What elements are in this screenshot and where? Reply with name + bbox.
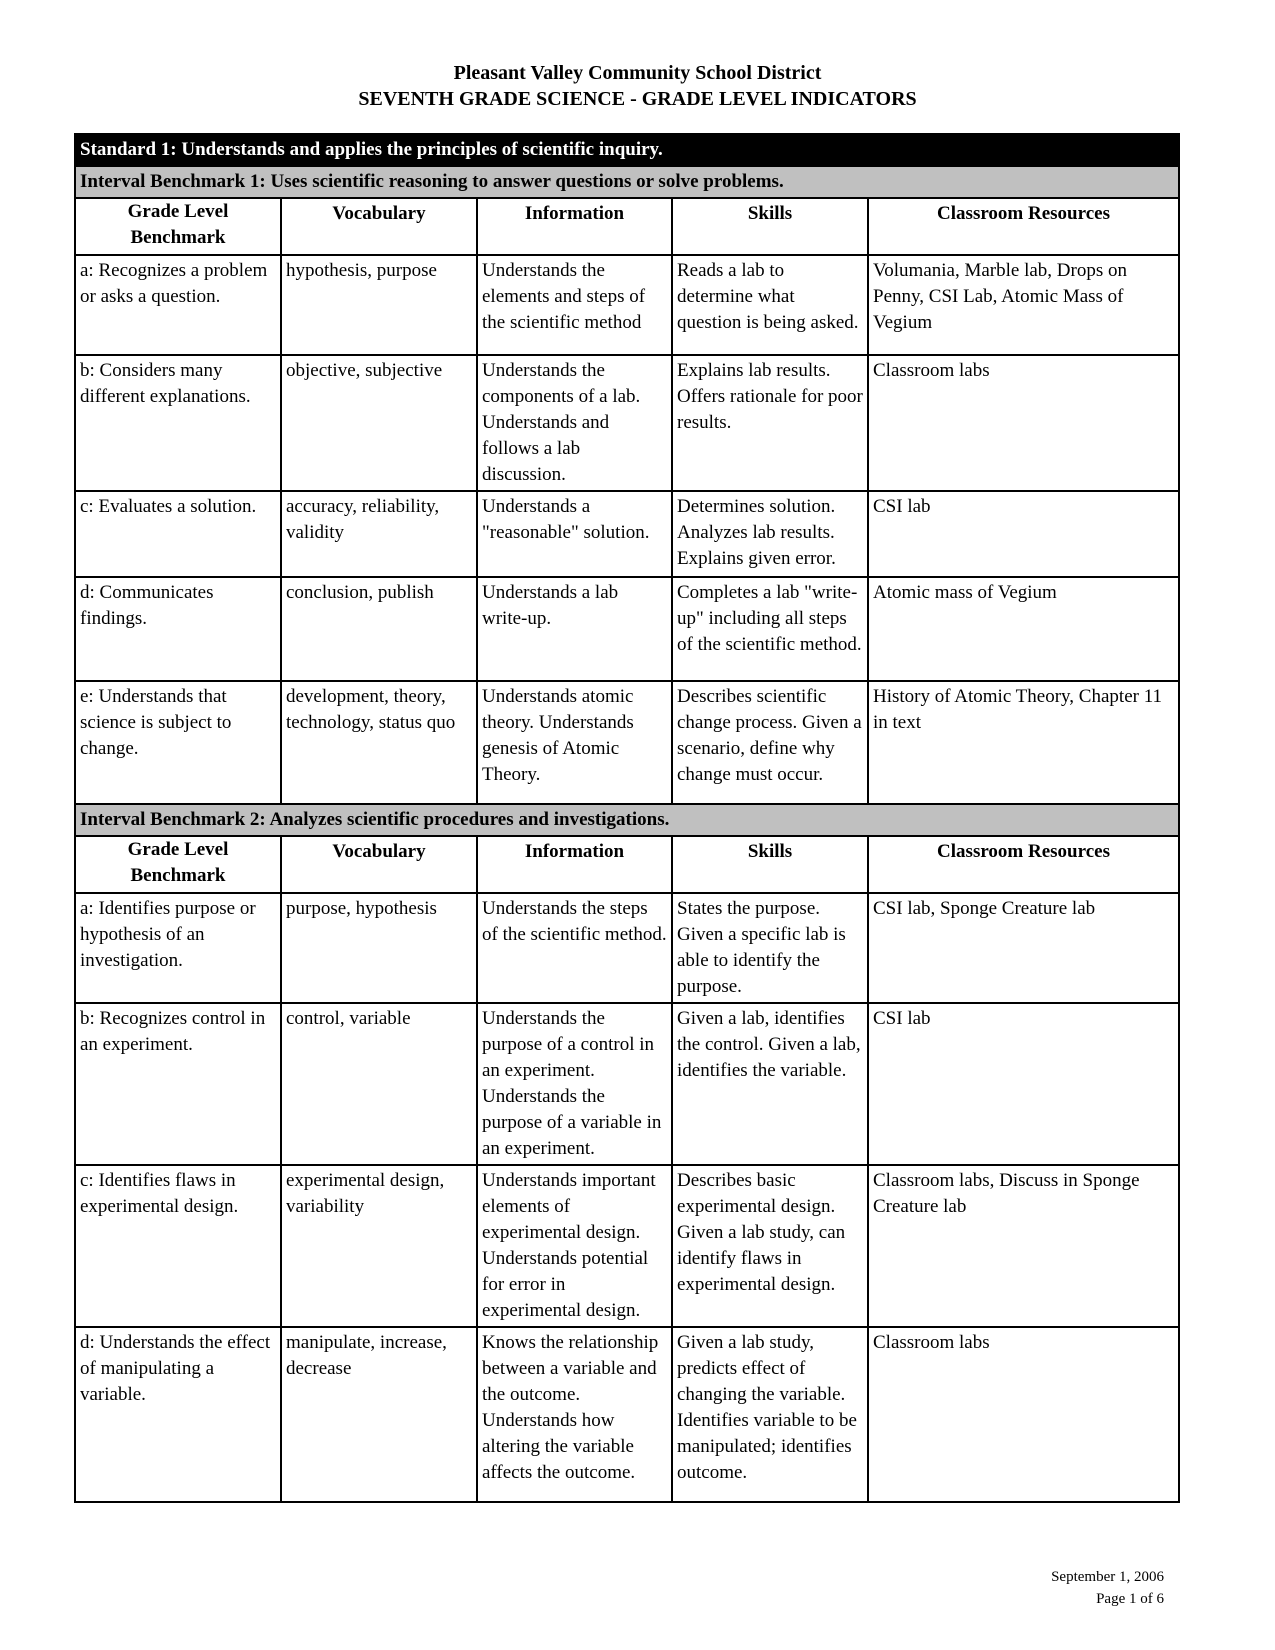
cell-vocabulary: hypothesis, purpose — [281, 255, 477, 355]
cell-information: Understands a "reasonable" solution. — [477, 491, 672, 577]
cell-grade-level-benchmark: b: Considers many different explanations. — [75, 355, 281, 491]
cell-skills: Completes a lab "write-up" including all steps of the scientific method. — [672, 577, 868, 681]
cell-vocabulary: purpose, hypothesis — [281, 893, 477, 1003]
column-header-vocabulary: Vocabulary — [281, 836, 477, 893]
cell-grade-level-benchmark: c: Evaluates a solution. — [75, 491, 281, 577]
cell-information: Knows the relationship between a variable and the outcome. Understands how altering the variable affects the outcome. — [477, 1327, 672, 1502]
cell-information: Understands important elements of experimental design. Understands potential for error in experimental design. — [477, 1165, 672, 1327]
column-header-information: Information — [477, 836, 672, 893]
cell-information: Understands the purpose of a control in an experiment. Understands the purpose of a variable in an experiment. — [477, 1003, 672, 1165]
cell-vocabulary: accuracy, reliability, validity — [281, 491, 477, 577]
cell-vocabulary: conclusion, publish — [281, 577, 477, 681]
cell-classroom-resources: CSI lab, Sponge Creature lab — [868, 893, 1179, 1003]
table-body — [75, 134, 1179, 1502]
standard-heading: Standard 1: Understands and applies the principles of scientific inquiry. — [75, 134, 1179, 166]
column-header-row — [75, 198, 1179, 255]
cell-information: Understands the steps of the scientific method. — [477, 893, 672, 1003]
table-row — [75, 681, 1179, 804]
cell-skills: Reads a lab to determine what question is being asked. — [672, 255, 868, 355]
cell-classroom-resources: Classroom labs — [868, 355, 1179, 491]
cell-classroom-resources: Atomic mass of Vegium — [868, 577, 1179, 681]
cell-skills: States the purpose. Given a specific lab is able to identify the purpose. — [672, 893, 868, 1003]
table-row — [75, 893, 1179, 1003]
cell-vocabulary: control, variable — [281, 1003, 477, 1165]
cell-information: Understands the components of a lab. Understands and follows a lab discussion. — [477, 355, 672, 491]
page-footer — [1051, 1566, 1164, 1610]
column-header-classroom-resources: Classroom Resources — [868, 836, 1179, 893]
cell-information: Understands atomic theory. Understands genesis of Atomic Theory. — [477, 681, 672, 804]
column-header-grade-level-benchmark: Grade Level Benchmark — [75, 198, 281, 255]
cell-grade-level-benchmark: c: Identifies flaws in experimental design. — [75, 1165, 281, 1327]
cell-classroom-resources: Classroom labs, Discuss in Sponge Creature lab — [868, 1165, 1179, 1327]
column-header-grade-level-benchmark: Grade Level Benchmark — [75, 836, 281, 893]
interval-benchmark-row — [75, 166, 1179, 198]
cell-grade-level-benchmark: d: Understands the effect of manipulating a variable. — [75, 1327, 281, 1502]
cell-information: Understands the elements and steps of the scientific method — [477, 255, 672, 355]
cell-grade-level-benchmark: a: Recognizes a problem or asks a question. — [75, 255, 281, 355]
table-row — [75, 355, 1179, 491]
cell-skills: Explains lab results. Offers rationale for poor results. — [672, 355, 868, 491]
table-row — [75, 491, 1179, 577]
indicators-table — [74, 133, 1180, 1503]
document-title: SEVENTH GRADE SCIENCE - GRADE LEVEL INDICATORS — [358, 88, 917, 110]
cell-skills: Describes scientific change process. Given a scenario, define why change must occur. — [672, 681, 868, 804]
cell-classroom-resources: Classroom labs — [868, 1327, 1179, 1502]
footer-page-number: Page 1 of 6 — [1096, 1591, 1164, 1607]
cell-skills: Given a lab, identifies the control. Given a lab, identifies the variable. — [672, 1003, 868, 1165]
document-header — [0, 60, 1275, 112]
table-row — [75, 1165, 1179, 1327]
column-header-information: Information — [477, 198, 672, 255]
interval-benchmark-heading: Interval Benchmark 1: Uses scientific reasoning to answer questions or solve problems. — [75, 166, 1179, 198]
footer-date: September 1, 2006 — [1051, 1569, 1164, 1585]
cell-skills: Describes basic experimental design. Given a lab study, can identify flaws in experimental design. — [672, 1165, 868, 1327]
cell-vocabulary: objective, subjective — [281, 355, 477, 491]
cell-information: Understands a lab write-up. — [477, 577, 672, 681]
table-row — [75, 255, 1179, 355]
table-row — [75, 577, 1179, 681]
cell-vocabulary: experimental design, variability — [281, 1165, 477, 1327]
standard-row — [75, 134, 1179, 166]
table-row — [75, 1003, 1179, 1165]
cell-vocabulary: development, theory, technology, status quo — [281, 681, 477, 804]
table-row — [75, 1327, 1179, 1502]
column-header-classroom-resources: Classroom Resources — [868, 198, 1179, 255]
cell-vocabulary: manipulate, increase, decrease — [281, 1327, 477, 1502]
cell-classroom-resources: CSI lab — [868, 491, 1179, 577]
cell-classroom-resources: CSI lab — [868, 1003, 1179, 1165]
cell-classroom-resources: History of Atomic Theory, Chapter 11 in text — [868, 681, 1179, 804]
column-header-row — [75, 836, 1179, 893]
column-header-skills: Skills — [672, 198, 868, 255]
district-name: Pleasant Valley Community School District — [453, 62, 822, 84]
cell-skills: Determines solution. Analyzes lab results. Explains given error. — [672, 491, 868, 577]
cell-grade-level-benchmark: d: Communicates findings. — [75, 577, 281, 681]
column-header-skills: Skills — [672, 836, 868, 893]
cell-grade-level-benchmark: e: Understands that science is subject to change. — [75, 681, 281, 804]
cell-grade-level-benchmark: a: Identifies purpose or hypothesis of an investigation. — [75, 893, 281, 1003]
cell-classroom-resources: Volumania, Marble lab, Drops on Penny, CSI Lab, Atomic Mass of Vegium — [868, 255, 1179, 355]
cell-skills: Given a lab study, predicts effect of changing the variable. Identifies variable to be manipulated; identifies outcome. — [672, 1327, 868, 1502]
interval-benchmark-row — [75, 804, 1179, 836]
column-header-vocabulary: Vocabulary — [281, 198, 477, 255]
interval-benchmark-heading: Interval Benchmark 2: Analyzes scientific procedures and investigations. — [75, 804, 1179, 836]
cell-grade-level-benchmark: b: Recognizes control in an experiment. — [75, 1003, 281, 1165]
